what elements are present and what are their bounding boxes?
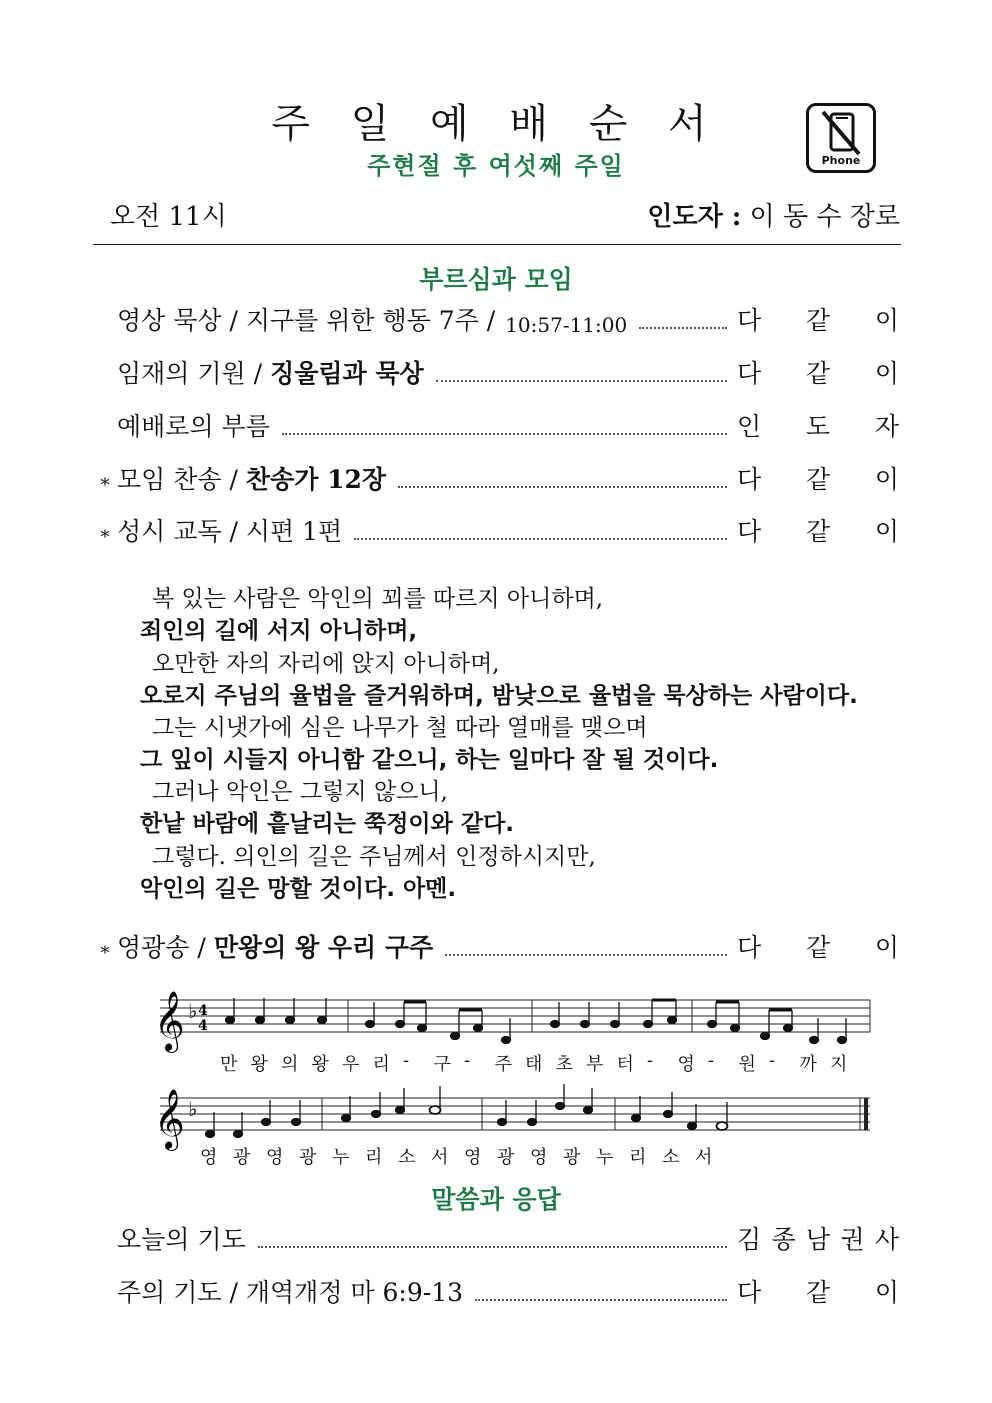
lyric-syllable: 광 xyxy=(563,1147,581,1168)
section-word: 말씀과 응답 xyxy=(431,1185,561,1214)
psalm-response-line: 오로지 주님의 율법을 즐거워하며, 밤낮으로 율법을 묵상하는 사람이다. xyxy=(140,683,858,709)
row-label: 주의 기도 / 개역개정 마 6:9-13 xyxy=(117,1278,464,1307)
lyric-syllable: - xyxy=(647,1050,654,1071)
lyric-syllable: 부 xyxy=(586,1054,604,1075)
lyric-syllable: 까 xyxy=(799,1054,817,1075)
who-char: 종 xyxy=(771,1225,796,1254)
order-row xyxy=(93,1275,899,1309)
psalm-leader-line: 그는 시냇가에 심은 나무가 철 따라 열매를 맺으며 xyxy=(152,715,648,741)
dot-leader xyxy=(398,486,727,488)
order-row xyxy=(93,514,899,548)
header-divider xyxy=(93,244,901,245)
lyric-syllable: 지 xyxy=(830,1054,848,1075)
notes-line-2 xyxy=(206,1084,728,1138)
order-row xyxy=(93,303,899,337)
no-phone-icon xyxy=(806,103,876,173)
who-char: 김 xyxy=(737,1225,762,1254)
dot-leader xyxy=(436,380,727,382)
who-char: 도 xyxy=(805,412,831,441)
order-row xyxy=(93,409,899,443)
psalm-leader-line: 오만한 자의 자리에 앉지 아니하며, xyxy=(152,651,500,677)
leader-label: 인도자 : xyxy=(647,202,742,232)
lyric-syllable: 초 xyxy=(555,1054,573,1075)
row-label: 영상 묵상 / 지구를 위한 행동 7주 / xyxy=(117,306,496,335)
who-char: 같 xyxy=(805,1278,831,1307)
dot-leader xyxy=(639,327,727,329)
music-score xyxy=(150,990,875,1165)
who-char: 같 xyxy=(805,359,831,388)
lyric-syllable: 터 xyxy=(616,1054,634,1075)
who-char: 같 xyxy=(805,933,831,962)
flat-icon: ♭ xyxy=(188,999,198,1023)
psalm-leader-line: 그러나 악인은 그렇지 않으니, xyxy=(152,779,448,805)
lyric-syllable: 광 xyxy=(299,1147,317,1168)
stand-marker: * xyxy=(100,527,110,548)
psalm-leader-line: 그렇다. 의인의 길은 주님께서 인정하시지만, xyxy=(152,844,596,870)
page-title: 주 일 예 배 순 서 xyxy=(271,101,721,147)
lyric-syllable: - xyxy=(464,1050,471,1071)
who-char: 남 xyxy=(805,1225,831,1254)
order-row xyxy=(93,1222,899,1256)
row-label: 성시 교독 / 시편 1편 xyxy=(117,517,343,546)
psalm-response-line: 한낱 바람에 흩날리는 쭉정이와 같다. xyxy=(140,811,515,837)
dot-leader xyxy=(282,433,727,435)
lyric-syllable: 왕 xyxy=(250,1054,268,1075)
lyric-syllable: 영 xyxy=(464,1147,482,1168)
lyric-syllable: 우 xyxy=(342,1054,360,1075)
who-char: 이 xyxy=(874,1278,899,1307)
who-char: 다 xyxy=(737,306,762,335)
lyric-syllable: 광 xyxy=(233,1147,251,1168)
who-char: 다 xyxy=(737,359,762,388)
who-char: 다 xyxy=(737,517,762,546)
who-char: 다 xyxy=(737,933,762,962)
who-char: 이 xyxy=(874,933,899,962)
lyric-syllable: 리 xyxy=(372,1054,390,1075)
leader-name: 이 동 수 장로 xyxy=(749,202,900,232)
order-row xyxy=(93,930,899,964)
row-who xyxy=(737,1273,899,1309)
lyric-syllable: - xyxy=(708,1050,715,1071)
treble-clef-icon: 𝄞 xyxy=(154,1089,185,1149)
phone-label: Phone xyxy=(821,154,861,167)
row-who xyxy=(737,928,899,964)
lyric-syllable: 광 xyxy=(497,1147,515,1168)
row-who xyxy=(737,301,899,337)
who-char: 인 xyxy=(737,412,762,441)
row-who xyxy=(737,354,899,390)
who-char: 이 xyxy=(874,465,899,494)
lyric-syllable: 만 xyxy=(220,1054,238,1075)
row-who xyxy=(737,512,899,548)
lyric-syllable: - xyxy=(403,1050,410,1071)
dot-leader xyxy=(354,538,727,540)
staff-line-1 xyxy=(160,1000,870,1032)
psalm-response-line: 악인의 길은 망할 것이다. 아멘. xyxy=(140,876,457,902)
service-leader xyxy=(647,196,900,233)
row-label: 모임 찬송 / xyxy=(117,465,238,494)
lyric-syllable: 주 xyxy=(494,1054,512,1075)
time-sig-bottom: 4 xyxy=(198,1018,208,1034)
page-subtitle: 주현절 후 여섯째 주일 xyxy=(367,152,625,180)
who-char: 같 xyxy=(805,517,831,546)
who-char: 같 xyxy=(805,465,831,494)
dot-leader xyxy=(258,1246,727,1248)
lyric-syllable: 소 xyxy=(398,1147,416,1168)
psalm-response-line: 그 잎이 시들지 아니함 같으니, 하는 일마다 잘 될 것이다. xyxy=(140,747,719,773)
lyric-syllable: 영 xyxy=(266,1147,284,1168)
row-who xyxy=(737,1220,899,1256)
order-row xyxy=(93,356,899,390)
time-sig-top: 4 xyxy=(198,1003,208,1019)
dot-leader xyxy=(475,1299,727,1301)
stand-marker: * xyxy=(100,475,110,496)
lyric-syllable: - xyxy=(769,1050,776,1071)
lyric-syllable: 소 xyxy=(662,1147,680,1168)
order-row xyxy=(93,462,899,496)
who-char: 다 xyxy=(737,465,762,494)
lyric-syllable: 누 xyxy=(596,1147,614,1168)
who-char: 이 xyxy=(874,306,899,335)
who-char: 자 xyxy=(874,412,899,441)
lyric-syllable: 서 xyxy=(695,1147,713,1168)
who-char: 사 xyxy=(874,1225,899,1254)
lyric-syllable: 영 xyxy=(530,1147,548,1168)
row-bold: 찬송가 12장 xyxy=(245,465,387,494)
lyric-syllable: 누 xyxy=(332,1147,350,1168)
lyric-syllable: 태 xyxy=(525,1054,543,1075)
treble-clef-icon: 𝄞 xyxy=(154,991,185,1051)
row-bold: 만왕의 왕 우리 구주 xyxy=(213,933,434,962)
row-time: 10:57-11:00 xyxy=(505,313,628,337)
stand-marker: * xyxy=(100,943,110,964)
psalm-response-line: 죄인의 길에 서지 아니하며, xyxy=(140,618,418,644)
lyric-syllable: 영 xyxy=(677,1054,695,1075)
row-label: 예배로의 부름 xyxy=(117,412,270,441)
lyric-syllable: 왕 xyxy=(311,1054,329,1075)
lyric-syllable: 원 xyxy=(738,1054,756,1075)
who-char: 이 xyxy=(874,517,899,546)
lyric-syllable: 구 xyxy=(433,1054,451,1075)
row-bold: 징울림과 묵상 xyxy=(270,359,424,388)
dot-leader xyxy=(445,954,727,956)
lyric-syllable: 리 xyxy=(629,1147,647,1168)
row-label: 임재의 기원 / xyxy=(117,359,263,388)
notes-line-1 xyxy=(226,998,847,1044)
service-time: 오전 11시 xyxy=(110,202,227,232)
psalm-leader-line: 복 있는 사람은 악인의 꾀를 따르지 아니하며, xyxy=(152,586,604,612)
row-label: 영광송 / xyxy=(117,933,206,962)
lyric-syllable: 서 xyxy=(431,1147,449,1168)
row-label: 오늘의 기도 xyxy=(117,1225,246,1254)
who-char: 다 xyxy=(737,1278,762,1307)
lyric-syllable: 의 xyxy=(281,1054,299,1075)
flat-icon: ♭ xyxy=(188,1097,198,1121)
who-char: 이 xyxy=(874,359,899,388)
lyric-syllable: 영 xyxy=(200,1147,218,1168)
who-char: 같 xyxy=(805,306,831,335)
lyric-syllable: 리 xyxy=(365,1147,383,1168)
section-gathering: 부르심과 모임 xyxy=(419,265,573,294)
row-who xyxy=(737,460,899,496)
who-char: 권 xyxy=(840,1225,865,1254)
row-who xyxy=(737,407,899,443)
